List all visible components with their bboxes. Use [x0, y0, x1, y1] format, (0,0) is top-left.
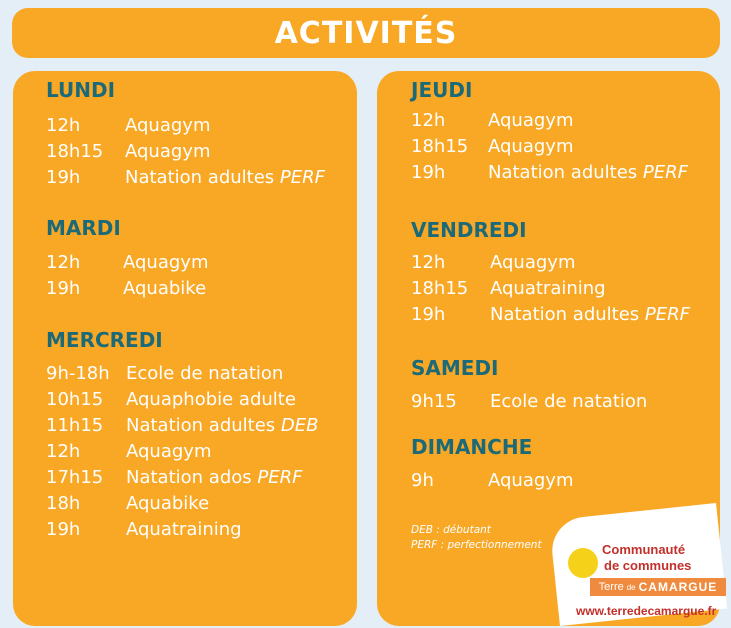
- day-heading-vendredi: VENDREDI: [411, 218, 527, 242]
- session-activity: [125, 113, 210, 139]
- day-heading-jeudi: JEUDI: [411, 78, 473, 102]
- session-activity: [490, 276, 606, 302]
- logo-line2: de communes: [604, 558, 692, 573]
- day-heading-lundi: LUNDI: [46, 78, 116, 102]
- schedule-row: [411, 160, 711, 186]
- schedule-row: [411, 389, 711, 415]
- logo-line1: Communauté: [602, 542, 686, 557]
- session-activity: [123, 250, 208, 276]
- session-time: 12h: [411, 110, 446, 131]
- legend: [411, 523, 542, 553]
- activity-name: Aquagym: [488, 110, 574, 131]
- session-activity: [126, 361, 283, 387]
- session-time: 18h: [46, 493, 81, 514]
- day-rows-samedi: [411, 389, 711, 415]
- day-rows-lundi: [46, 113, 346, 191]
- day-rows-mercredi: [46, 361, 346, 543]
- schedule-row: [411, 468, 711, 494]
- schedule-row: [411, 108, 711, 134]
- schedule-row: [46, 439, 346, 465]
- level-tag: PERF: [642, 162, 688, 183]
- session-activity: [490, 389, 647, 415]
- day-rows-vendredi: [411, 250, 711, 328]
- schedule-row: [411, 302, 711, 328]
- activity-name: Aquagym: [125, 115, 211, 136]
- legend-perf: PERF : perfectionnement: [411, 539, 542, 551]
- session-activity: [125, 139, 210, 165]
- schedule-row: [46, 276, 346, 302]
- activity-name: Natation adultes: [126, 415, 276, 436]
- session-time: 18h15: [411, 278, 469, 299]
- schedule-row: [46, 517, 346, 543]
- activity-name: Aquaphobie adulte: [126, 389, 296, 410]
- session-activity: [126, 439, 211, 465]
- session-time: 19h: [46, 519, 81, 540]
- day-rows-jeudi: [411, 108, 711, 186]
- session-activity: [488, 468, 573, 494]
- activity-name: Ecole de natation: [126, 363, 284, 384]
- session-time: 9h: [411, 470, 434, 491]
- session-activity: [125, 165, 325, 191]
- schedule-row: [46, 361, 346, 387]
- session-time: 19h: [46, 167, 81, 188]
- title-bar: [12, 8, 720, 58]
- schedule-row: [46, 413, 346, 439]
- session-time: 19h: [411, 162, 446, 183]
- session-time: 18h15: [411, 136, 469, 157]
- schedule-row: [46, 387, 346, 413]
- legend-deb: DEB : débutant: [411, 524, 491, 536]
- activity-name: Aquagym: [488, 136, 574, 157]
- logo-band: [590, 578, 726, 596]
- level-tag: PERF: [279, 167, 325, 188]
- session-time: 9h-18h: [46, 363, 110, 384]
- session-activity: [488, 134, 573, 160]
- activity-name: Natation ados: [126, 467, 252, 488]
- schedule-row: [46, 465, 346, 491]
- logo-de: de: [626, 582, 636, 592]
- logo-terre: Terre: [598, 581, 624, 593]
- activity-name: Ecole de natation: [490, 391, 648, 412]
- logo-camargue: CAMARGUE: [638, 580, 718, 594]
- schedule-row: [411, 276, 711, 302]
- session-activity: [488, 108, 573, 134]
- activity-name: Aquagym: [126, 441, 212, 462]
- session-activity: [126, 387, 296, 413]
- session-activity: [126, 413, 319, 439]
- session-activity: [490, 302, 690, 328]
- logo-url[interactable]: www.terredecamargue.fr: [576, 604, 717, 618]
- left-schedule-panel: [13, 71, 357, 626]
- session-time: 17h15: [46, 467, 104, 488]
- schedule-row: [46, 113, 346, 139]
- schedule-row: [411, 134, 711, 160]
- session-time: 9h15: [411, 391, 457, 412]
- level-tag: PERF: [644, 304, 690, 325]
- session-activity: [488, 160, 688, 186]
- day-heading-samedi: SAMEDI: [411, 356, 499, 380]
- session-time: 12h: [46, 441, 81, 462]
- session-activity: [126, 517, 242, 543]
- day-rows-mardi: [46, 250, 346, 302]
- session-time: 12h: [46, 252, 81, 273]
- level-tag: PERF: [257, 467, 303, 488]
- activity-name: Aquagym: [125, 141, 211, 162]
- session-activity: [123, 276, 206, 302]
- session-time: 19h: [411, 304, 446, 325]
- session-time: 11h15: [46, 415, 104, 436]
- schedule-row: [46, 491, 346, 517]
- session-time: 12h: [46, 115, 81, 136]
- activity-name: Aquagym: [490, 252, 576, 273]
- session-time: 12h: [411, 252, 446, 273]
- activity-name: Natation adultes: [490, 304, 640, 325]
- activity-name: Aquatraining: [490, 278, 606, 299]
- session-time: 10h15: [46, 389, 104, 410]
- session-activity: [126, 491, 209, 517]
- schedule-row: [46, 250, 346, 276]
- activity-name: Natation adultes: [125, 167, 275, 188]
- schedule-row: [46, 165, 346, 191]
- day-rows-dimanche: [411, 468, 711, 494]
- activity-name: Aquagym: [488, 470, 574, 491]
- terre-de-camargue-logo: [540, 512, 728, 626]
- activity-name: Natation adultes: [488, 162, 638, 183]
- session-activity: [126, 465, 302, 491]
- day-heading-dimanche: DIMANCHE: [411, 435, 533, 459]
- session-activity: [490, 250, 575, 276]
- day-heading-mardi: MARDI: [46, 216, 121, 240]
- schedule-row: [46, 139, 346, 165]
- schedule-row: [411, 250, 711, 276]
- sun-icon: [568, 548, 598, 578]
- session-time: 19h: [46, 278, 81, 299]
- day-heading-mercredi: MERCREDI: [46, 328, 163, 352]
- page-title: ACTIVITÉS: [274, 15, 458, 51]
- level-tag: DEB: [280, 415, 319, 436]
- session-time: 18h15: [46, 141, 104, 162]
- activity-name: Aquatraining: [126, 519, 242, 540]
- activity-name: Aquabike: [123, 278, 207, 299]
- activity-name: Aquagym: [123, 252, 209, 273]
- activity-name: Aquabike: [126, 493, 210, 514]
